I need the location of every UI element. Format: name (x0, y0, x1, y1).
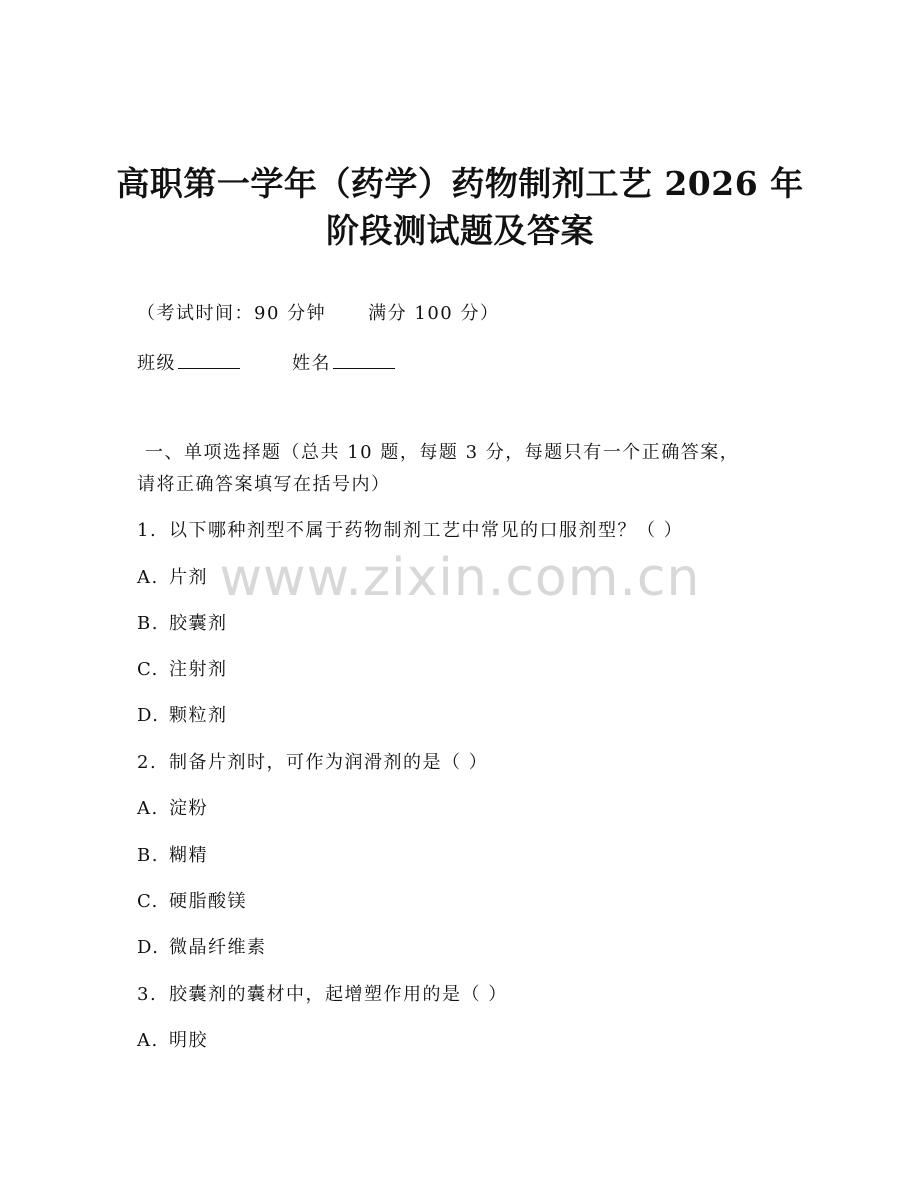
question-number: 1. (137, 520, 158, 541)
document-title-line2: 阶段测试题及答案 (326, 211, 594, 250)
watermark: www.zixin.com.cn (219, 548, 701, 608)
exam-info (137, 303, 499, 325)
name-blank[interactable] (333, 350, 395, 369)
option-text: 颗粒剂 (169, 705, 228, 726)
question-number: 3. (137, 984, 158, 1005)
option-letter: B. (137, 613, 159, 634)
option-text: 硬脂酸镁 (169, 891, 247, 912)
student-info (137, 350, 395, 375)
option-letter: A. (137, 567, 159, 588)
option-letter: A. (137, 798, 159, 819)
q1-option-c (137, 659, 228, 681)
question-text: 胶囊剂的囊材中，起增塑作用的是（ ） (169, 984, 508, 1005)
option-letter: C. (137, 659, 159, 680)
question-text: 制备片剂时，可作为润滑剂的是（ ） (169, 752, 489, 773)
option-letter: A. (137, 1030, 159, 1051)
q2-option-d (137, 937, 267, 959)
option-letter: B. (137, 845, 159, 866)
q1-option-b (137, 613, 228, 635)
option-text: 糊精 (169, 845, 208, 866)
option-text: 片剂 (169, 567, 208, 588)
option-text: 注射剂 (169, 659, 228, 680)
question-number: 2. (137, 752, 158, 773)
option-letter: D. (137, 937, 160, 958)
exam-score: 满分 100 分） (368, 303, 500, 324)
q1-option-d (137, 705, 228, 727)
q2-option-a (137, 798, 208, 820)
option-letter: D. (137, 705, 160, 726)
question-2 (137, 752, 488, 774)
q3-option-a (137, 1030, 208, 1052)
name-label: 姓名 (292, 353, 331, 374)
option-text: 胶囊剂 (169, 613, 228, 634)
question-1 (137, 520, 683, 542)
question-3 (137, 984, 508, 1006)
section-heading-line2: 请将正确答案填写在括号内） (137, 474, 391, 495)
q2-option-c (137, 891, 247, 913)
question-text: 以下哪种剂型不属于药物制剂工艺中常见的口服剂型？（ ） (169, 520, 684, 541)
option-text: 淀粉 (169, 798, 208, 819)
section-heading-line1: 一、单项选择题（总共 10 题，每题 3 分，每题只有一个正确答案， (145, 442, 740, 463)
class-blank[interactable] (178, 350, 240, 369)
q2-option-b (137, 845, 208, 867)
option-text: 明胶 (169, 1030, 208, 1051)
class-label: 班级 (137, 353, 176, 374)
q1-option-a (137, 567, 208, 589)
option-text: 微晶纤维素 (169, 937, 267, 958)
exam-time: （考试时间：90 分钟 (137, 303, 327, 324)
document-title-line1: 高职第一学年（药学）药物制剂工艺 2026 年 (116, 164, 804, 203)
option-letter: C. (137, 891, 159, 912)
